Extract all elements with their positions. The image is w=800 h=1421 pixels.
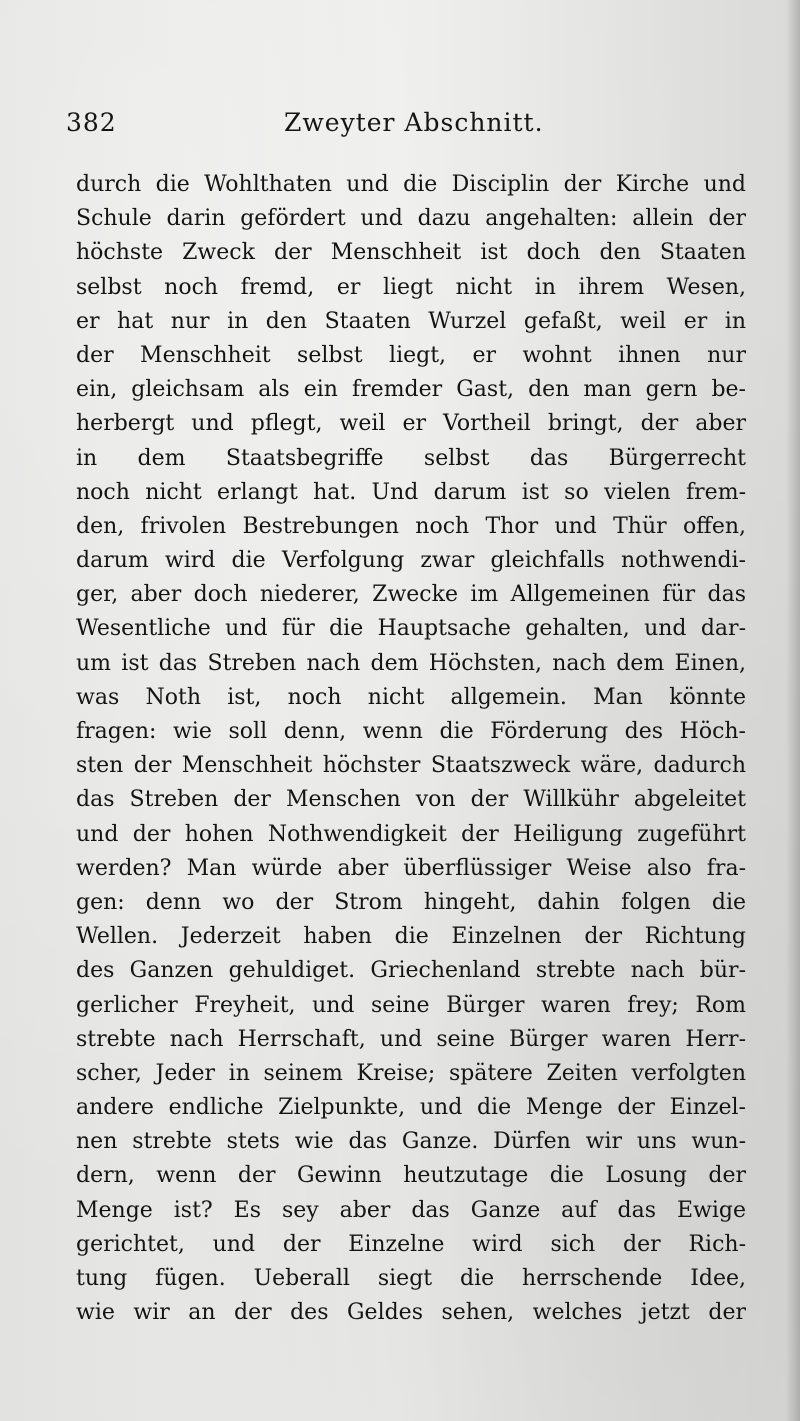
text-line: der Menschheit selbst liegt, er wohnt ihnen nur: [76, 342, 746, 368]
text-line: ein, gleichsam als ein fremder Gast, den man gern be-: [76, 377, 746, 403]
text-line: gen: denn wo der Strom hingeht, dahin folgen die: [76, 889, 746, 915]
text-line: darum wird die Verfolgung zwar gleichfalls nothwendi-: [76, 548, 746, 574]
text-line: wie wir an der des Geldes sehen, welches jetzt der: [76, 1300, 746, 1326]
text-line: gerichtet, und der Einzelne wird sich der Rich-: [76, 1231, 746, 1257]
text-line: das Streben der Menschen von der Willkühr abgeleitet: [76, 787, 746, 813]
text-line: um ist das Streben nach dem Höchsten, nach dem Einen,: [76, 650, 746, 676]
text-line: er hat nur in den Staaten Wurzel gefaßt, weil er in: [76, 308, 746, 334]
text-line: tung fügen. Ueberall siegt die herrschende Idee,: [76, 1266, 746, 1291]
text-line: sten der Menschheit höchster Staatszweck wäre, dadurch: [76, 753, 746, 779]
text-line: höchste Zweck der Menschheit ist doch den Staaten: [76, 240, 746, 266]
text-line: nen strebte stets wie das Ganze. Dürfen wir uns wun-: [76, 1129, 746, 1155]
text-line: fragen: wie soll denn, wenn die Förderung des Höch-: [76, 719, 746, 744]
running-title: Zweyter Abschnitt.: [284, 108, 544, 137]
text-line: dern, wenn der Gewinn heutzutage die Losung der: [76, 1163, 746, 1189]
text-line: andere endliche Zielpunkte, und die Menge der Einzel-: [76, 1095, 746, 1121]
text-line: und der hohen Nothwendigkeit der Heiligung zugeführt: [76, 821, 746, 847]
text-line: Wesentliche und für die Hauptsache gehalten, und dar-: [76, 616, 746, 642]
body-text: [76, 168, 746, 1330]
text-line: scher, Jeder in seinem Kreise; spätere Zeiten verfolgten: [76, 1060, 746, 1086]
text-line: was Noth ist, noch nicht allgemein. Man könnte: [76, 684, 746, 710]
text-line: noch nicht erlangt hat. Und darum ist so vielen frem-: [76, 479, 746, 505]
text-line: Schule darin gefördert und dazu angehalten: allein der: [76, 206, 746, 232]
page-number: 382: [66, 108, 117, 137]
text-line: in dem Staatsbegriffe selbst das Bürgerrecht: [76, 445, 746, 471]
text-line: herbergt und pflegt, weil er Vortheil bringt, der aber: [76, 411, 746, 437]
text-line: den, frivolen Bestrebungen noch Thor und Thür offen,: [76, 513, 746, 539]
text-line: des Ganzen gehuldiget. Griechenland strebte nach bür-: [76, 958, 746, 984]
text-line: Menge ist? Es sey aber das Ganze auf das Ewige: [76, 1197, 746, 1223]
text-line: durch die Wohlthaten und die Disciplin der Kirche und: [76, 172, 746, 197]
text-line: strebte nach Herrschaft, und seine Bürger waren Herr-: [76, 1026, 746, 1052]
page-edge-shadow: [786, 0, 800, 1421]
text-line: selbst noch fremd, er liegt nicht in ihrem Wesen,: [76, 274, 746, 300]
page-header: [66, 108, 746, 148]
text-line: ger, aber doch niederer, Zwecke im Allgemeinen für das: [76, 582, 746, 608]
text-line: gerlicher Freyheit, und seine Bürger waren frey; Rom: [76, 992, 746, 1018]
text-line: Wellen. Jederzeit haben die Einzelnen der Richtung: [76, 924, 746, 950]
text-line: werden? Man würde aber überflüssiger Weise also fra-: [76, 855, 746, 881]
